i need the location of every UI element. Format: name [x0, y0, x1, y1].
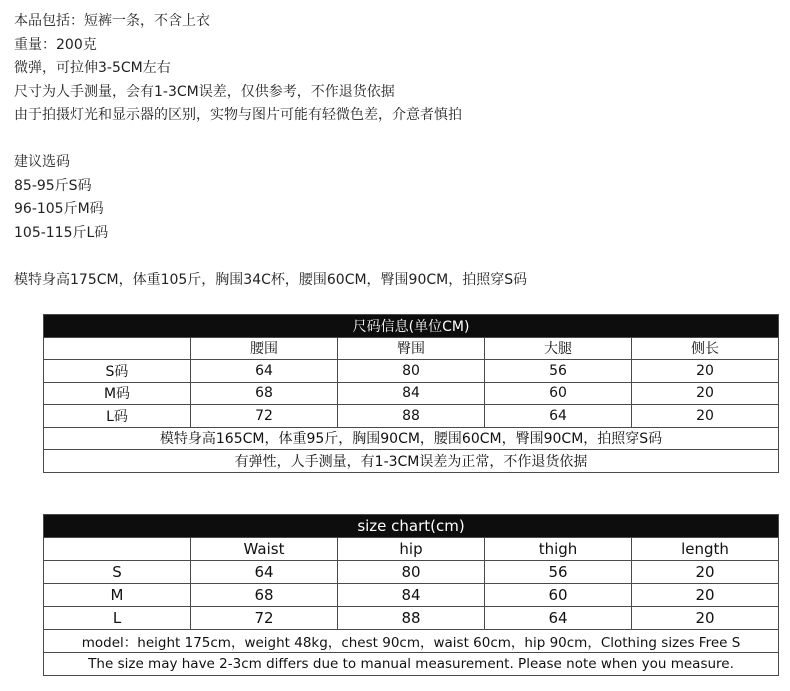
- value-cell: 64: [191, 561, 338, 584]
- size-table-english: [43, 514, 779, 676]
- table-row: [44, 360, 779, 383]
- size-suggestion: 85-95斤S码: [14, 177, 92, 194]
- header-cell: Waist: [191, 538, 338, 561]
- table-title: size chart(cm): [44, 515, 779, 538]
- table-row: [44, 561, 779, 584]
- size-cell: M码: [44, 382, 191, 405]
- spacer: [14, 245, 527, 269]
- header-cell: 腰围: [191, 337, 338, 360]
- value-cell: 72: [191, 405, 338, 428]
- size-suggestion-title: 建议选码: [14, 154, 70, 170]
- table-note-row: [44, 630, 779, 653]
- table-header-row: [44, 538, 779, 561]
- model-note: model：height 175cm，weight 48kg，chest 90cm，waist 60cm，hip 90cm，Clothing sizes Free S: [44, 630, 779, 653]
- header-cell: [44, 538, 191, 561]
- header-cell: [44, 337, 191, 360]
- value-cell: 68: [191, 584, 338, 607]
- model-info: 模特身高175CM，体重105斤，胸围34C杯，腰围60CM，臀围90CM，拍照穿S码: [14, 271, 528, 288]
- value-cell: 20: [632, 405, 779, 428]
- value-cell: 20: [632, 561, 779, 584]
- value-cell: 64: [191, 360, 338, 383]
- value-cell: 88: [338, 607, 485, 630]
- size-cell: S: [44, 561, 191, 584]
- description-line: 微弹，可拉伸3-5CM左右: [14, 60, 171, 76]
- table-row: [44, 584, 779, 607]
- description-line: 由于拍摄灯光和显示器的区别，实物与图片可能有轻微色差，介意者慎拍: [14, 107, 462, 123]
- measurement-note: 有弹性，人手测量，有1-3CM误差为正常，不作退货依据: [44, 450, 779, 473]
- header-cell: 臀围: [338, 337, 485, 360]
- header-cell: thigh: [485, 538, 632, 561]
- size-suggestion: 105-115斤L码: [14, 224, 109, 241]
- spacer: [14, 128, 527, 152]
- value-cell: 84: [338, 382, 485, 405]
- table-row: [44, 607, 779, 630]
- header-cell: 侧长: [632, 337, 779, 360]
- value-cell: 80: [338, 360, 485, 383]
- value-cell: 64: [485, 607, 632, 630]
- size-table-chinese: [43, 314, 779, 473]
- table-note-row: [44, 450, 779, 473]
- value-cell: 60: [485, 382, 632, 405]
- size-cell: L: [44, 607, 191, 630]
- header-cell: hip: [338, 538, 485, 561]
- value-cell: 20: [632, 584, 779, 607]
- value-cell: 84: [338, 584, 485, 607]
- description-line: 尺寸为人手测量，会有1-3CM误差，仅供参考，不作退货依据: [14, 83, 395, 100]
- table-title: 尺码信息(单位CM): [44, 315, 779, 338]
- product-description: [14, 10, 527, 292]
- value-cell: 68: [191, 382, 338, 405]
- value-cell: 64: [485, 405, 632, 428]
- table-row: [44, 405, 779, 428]
- value-cell: 72: [191, 607, 338, 630]
- table-row: [44, 382, 779, 405]
- value-cell: 56: [485, 360, 632, 383]
- size-cell: S码: [44, 360, 191, 383]
- table-header-row: [44, 337, 779, 360]
- value-cell: 56: [485, 561, 632, 584]
- table-note-row: [44, 427, 779, 450]
- value-cell: 20: [632, 382, 779, 405]
- table-note-row: [44, 653, 779, 676]
- size-suggestion: 96-105斤M码: [14, 201, 104, 217]
- description-line: 本品包括：短裤一条，不含上衣: [14, 13, 210, 29]
- measurement-note: The size may have 2-3cm differs due to manual measurement. Please note when you measure.: [44, 653, 779, 676]
- value-cell: 60: [485, 584, 632, 607]
- value-cell: 20: [632, 360, 779, 383]
- description-line: 重量：200克: [14, 36, 97, 53]
- value-cell: 80: [338, 561, 485, 584]
- header-cell: 大腿: [485, 337, 632, 360]
- value-cell: 20: [632, 607, 779, 630]
- model-note: 模特身高165CM，体重95斤，胸围90CM，腰围60CM，臀围90CM，拍照穿S码: [44, 427, 779, 450]
- size-cell: M: [44, 584, 191, 607]
- header-cell: length: [632, 538, 779, 561]
- value-cell: 88: [338, 405, 485, 428]
- size-cell: L码: [44, 405, 191, 428]
